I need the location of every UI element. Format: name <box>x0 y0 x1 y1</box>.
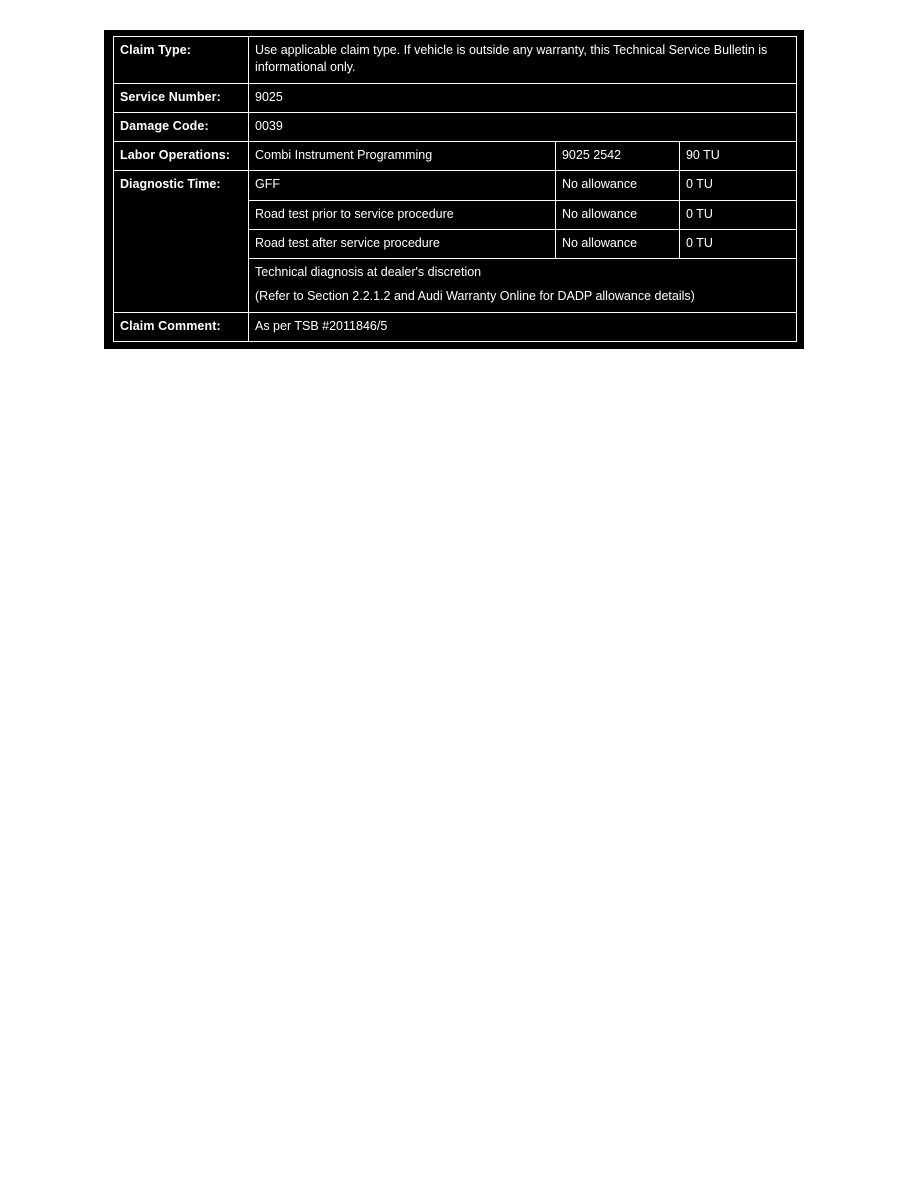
table-row-claim-comment <box>114 312 797 341</box>
table-row-damage-code <box>114 112 797 141</box>
warranty-claim-table-container <box>104 30 804 349</box>
claim-comment-value: As per TSB #2011846/5 <box>249 312 797 341</box>
warranty-claim-table <box>113 36 797 342</box>
claim-type-label: Claim Type: <box>114 37 249 84</box>
table-row-claim-type <box>114 37 797 84</box>
diagnostic-item-description: Road test prior to service procedure <box>249 200 556 229</box>
labor-operations-description: Combi Instrument Programming <box>249 142 556 171</box>
damage-code-value: 0039 <box>249 112 797 141</box>
damage-code-label: Damage Code: <box>114 112 249 141</box>
diagnostic-item-description: GFF <box>249 171 556 200</box>
diagnostic-item-description: Road test after service procedure <box>249 229 556 258</box>
diagnostic-note-cell <box>249 259 797 313</box>
claim-comment-label: Claim Comment: <box>114 312 249 341</box>
labor-operations-time: 90 TU <box>679 142 796 171</box>
diagnostic-item-allowance: No allowance <box>555 200 679 229</box>
table-row-service-number <box>114 83 797 112</box>
labor-operations-code: 9025 2542 <box>555 142 679 171</box>
table-row-diagnostic-time-1 <box>114 171 797 200</box>
diagnostic-note-line-2: (Refer to Section 2.2.1.2 and Audi Warranty Online for DADP allowance details) <box>255 289 695 304</box>
service-number-label: Service Number: <box>114 83 249 112</box>
claim-type-value: Use applicable claim type. If vehicle is outside any warranty, this Technical Service Bulletin is informational only. <box>249 37 797 84</box>
labor-operations-label: Labor Operations: <box>114 142 249 171</box>
diagnostic-item-allowance: No allowance <box>555 171 679 200</box>
diagnostic-item-time: 0 TU <box>679 200 796 229</box>
diagnostic-item-time: 0 TU <box>679 229 796 258</box>
diagnostic-item-time: 0 TU <box>679 171 796 200</box>
table-row-labor-operations <box>114 142 797 171</box>
diagnostic-item-allowance: No allowance <box>555 229 679 258</box>
diagnostic-note-line-1: Technical diagnosis at dealer's discretion <box>255 265 482 279</box>
service-number-value: 9025 <box>249 83 797 112</box>
diagnostic-time-label: Diagnostic Time: <box>114 171 249 312</box>
